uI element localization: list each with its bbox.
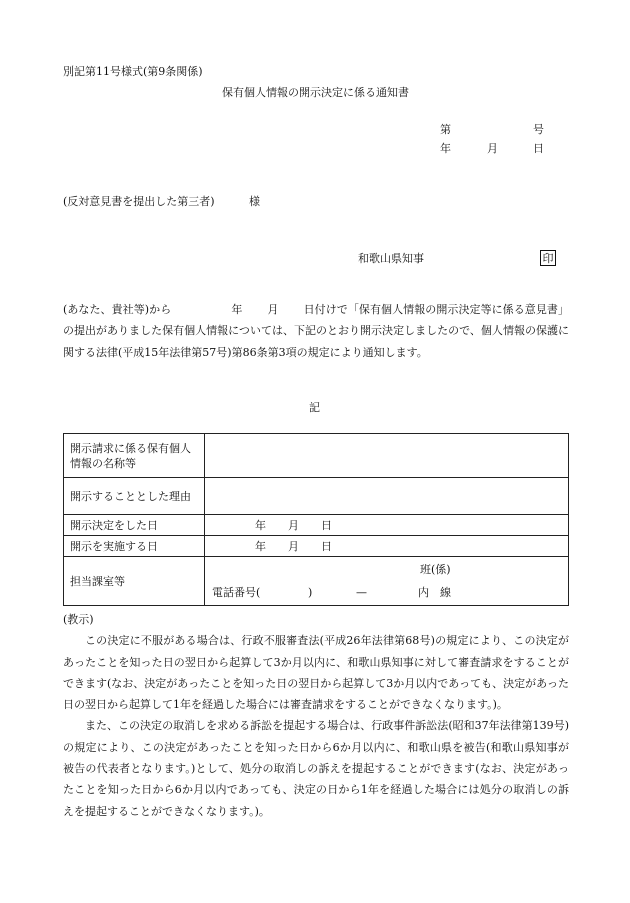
label-implementation-date: 開示を実施する日 <box>64 536 205 557</box>
issuer-name: 和歌山県知事 <box>358 252 424 265</box>
label-info-name: 開示請求に係る保有個人情報の名称等 <box>64 434 205 478</box>
date-hi: 日 <box>533 142 544 155</box>
kyouji-section <box>63 609 569 822</box>
label-decision-date: 開示決定をした日 <box>64 515 205 536</box>
number-dai: 第 <box>440 123 451 136</box>
body-nen: 年 <box>231 303 243 316</box>
addressee-sama: 様 <box>249 195 260 208</box>
decision-nen: 年 <box>255 518 266 532</box>
date-nen: 年 <box>440 142 451 155</box>
kyouji-heading: (教示) <box>63 613 94 626</box>
number-go: 号 <box>533 123 544 136</box>
decision-tsuki: 月 <box>288 518 299 532</box>
seal-mark: 印 <box>540 250 556 266</box>
notice-body <box>63 299 569 363</box>
impl-tsuki: 月 <box>288 539 299 553</box>
decision-hi: 日 <box>321 518 332 532</box>
han-kakari: 班(係) <box>420 563 451 576</box>
value-info-name <box>205 434 569 478</box>
document-title: 保有個人情報の開示決定に係る通知書 <box>222 86 409 99</box>
kyouji-para2: また、この決定の取消しを求める訴訟を提起する場合は、行政事件訴訟法(昭和37年法律第139号)の規定により、この決定があったことを知った日から6か月以内に、和歌山県を被告(和歌山県知事が被告の代表者となります。)として、処分の取消しの訴えを提起することができます(なお、決定があったことを知った日から6か月以内であっても、決定の日から1年を経過した場合には処分の取消しの訴えを提起することができなくなります。)。 <box>63 719 569 818</box>
value-decision-date <box>205 515 569 536</box>
value-implementation-date <box>205 536 569 557</box>
date-tsuki: 月 <box>487 142 498 155</box>
body-part1: (あなた、貴社等)から <box>63 303 172 316</box>
impl-hi: 日 <box>321 539 332 553</box>
table-row <box>64 478 569 515</box>
naisen-label: 内 線 <box>418 586 451 599</box>
ki-heading: 記 <box>309 401 320 414</box>
body-part2: 日付けで「保有個人情報の開示決定等に係る意見書」の提出がありました保有個人情報については、下記のとおり開示決定しましたので、個人情報の保護に関する法律(平成15年法律第57号)第86条第3項の規定により通知します。 <box>63 303 569 359</box>
body-tsuki: 月 <box>267 303 279 316</box>
table-row <box>64 515 569 536</box>
impl-nen: 年 <box>255 539 266 553</box>
phone-label: 電話番号( <box>212 586 261 599</box>
form-number: 別記第11号様式(第9条関係) <box>63 65 203 78</box>
label-department: 担当課室等 <box>64 557 205 606</box>
info-table <box>63 433 569 606</box>
table-row <box>64 536 569 557</box>
label-reason: 開示することとした理由 <box>64 478 205 515</box>
kyouji-para1: この決定に不服がある場合は、行政不服審査法(平成26年法律第68号)の規定により、この決定があったことを知った日の翌日から起算して3か月以内に、和歌山県知事に対して審査請求をすることができます(なお、決定があったことを知った日の翌日から起算して3か月以内であっても、決定があった日の翌日から起算して1年を経過した場合には審査請求をすることができなくなります。)。 <box>63 634 569 712</box>
value-reason <box>205 478 569 515</box>
table-row <box>64 434 569 478</box>
table-row <box>64 557 569 606</box>
phone-dash: — <box>356 586 367 599</box>
value-department <box>205 557 569 606</box>
addressee-name: (反対意見書を提出した第三者) <box>63 195 215 208</box>
phone-close: ) <box>308 586 313 599</box>
